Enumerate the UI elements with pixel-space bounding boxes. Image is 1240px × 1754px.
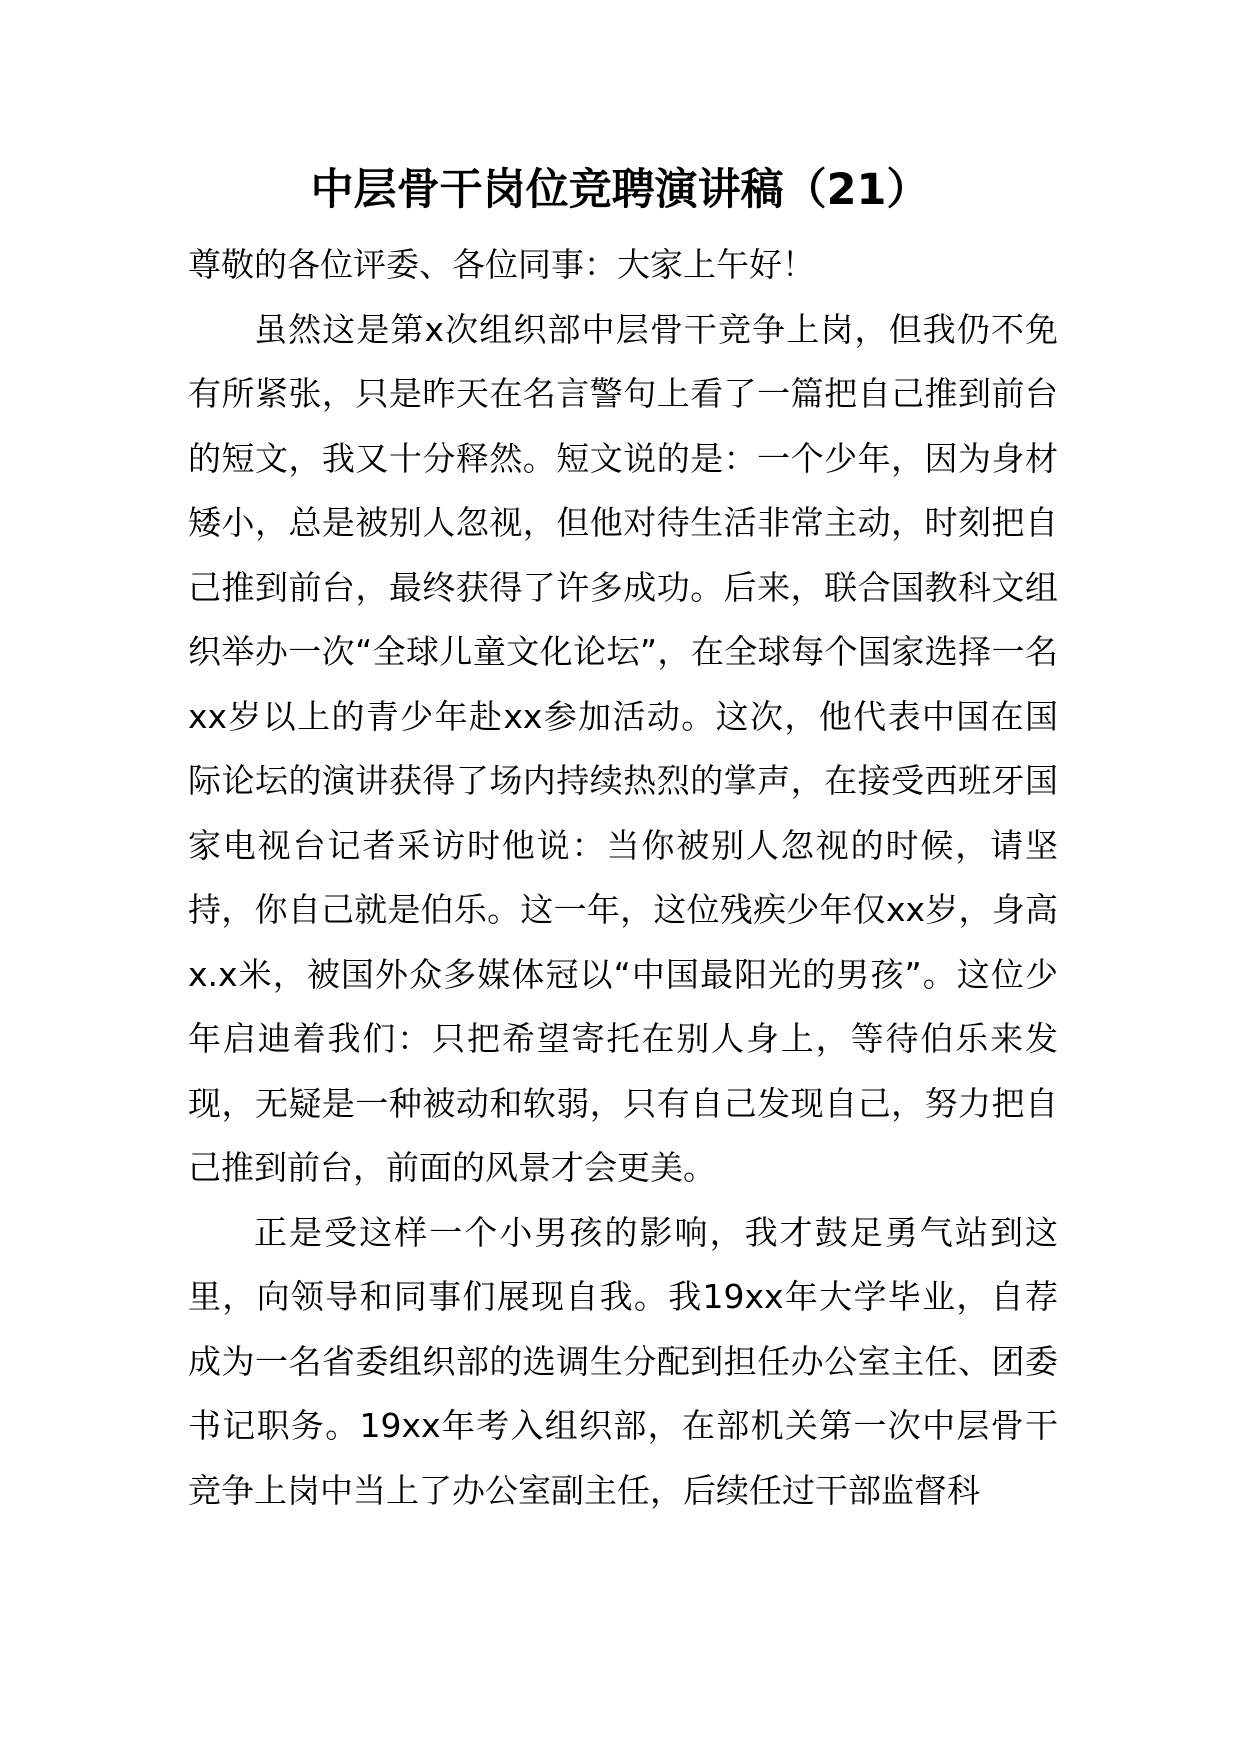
paragraph-1: 虽然这是第x次组织部中层骨干竞争上岗，但我仍不免有所紧张，只是昨天在名言警句上看了一篇把自己推到前台的短文，我又十分释然。短文说的是：一个少年，因为身材矮小，总是被别人忽视，但他对待生活非常主动，时刻把自己推到前台，最终获得了许多成功。后来，联合国教科文组织举办一次“全球儿童文化论坛”，在全球每个国家选择一名xx岁以上的青少年赴xx参加活动。这次，他代表中国在国际论坛的演讲获得了场内持续热烈的掌声，在接受西班牙国家电视台记者采访时他说：当你被别人忽视的时候，请坚持，你自己就是伯乐。这一年，这位残疾少年仅xx岁，身高x.x米，被国外众多媒体冠以“中国最阳光的男孩”。这位少年启迪着我们：只把希望寄托在别人身上，等待伯乐来发现，无疑是一种被动和软弱，只有自己发现自己，努力把自己推到前台，前面的风景才会更美。 [188, 309, 1058, 1187]
paragraph-2: 正是受这样一个小男孩的影响，我才鼓足勇气站到这里，向领导和同事们展现自我。我19xx年大学毕业，自荐成为一名省委组织部的选调生分配到担任办公室主任、团委书记职务。19xx年考入组织部，在部机关第一次中层骨干竞争上岗中当上了办公室副主任，后续任过干部监督科 [188, 1212, 1058, 1510]
salutation: 尊敬的各位评委、各位同事：大家上午好！ [188, 245, 815, 284]
document-body [188, 233, 1058, 1523]
document-title: 中层骨干岗位竞聘演讲稿（21） [310, 165, 930, 215]
